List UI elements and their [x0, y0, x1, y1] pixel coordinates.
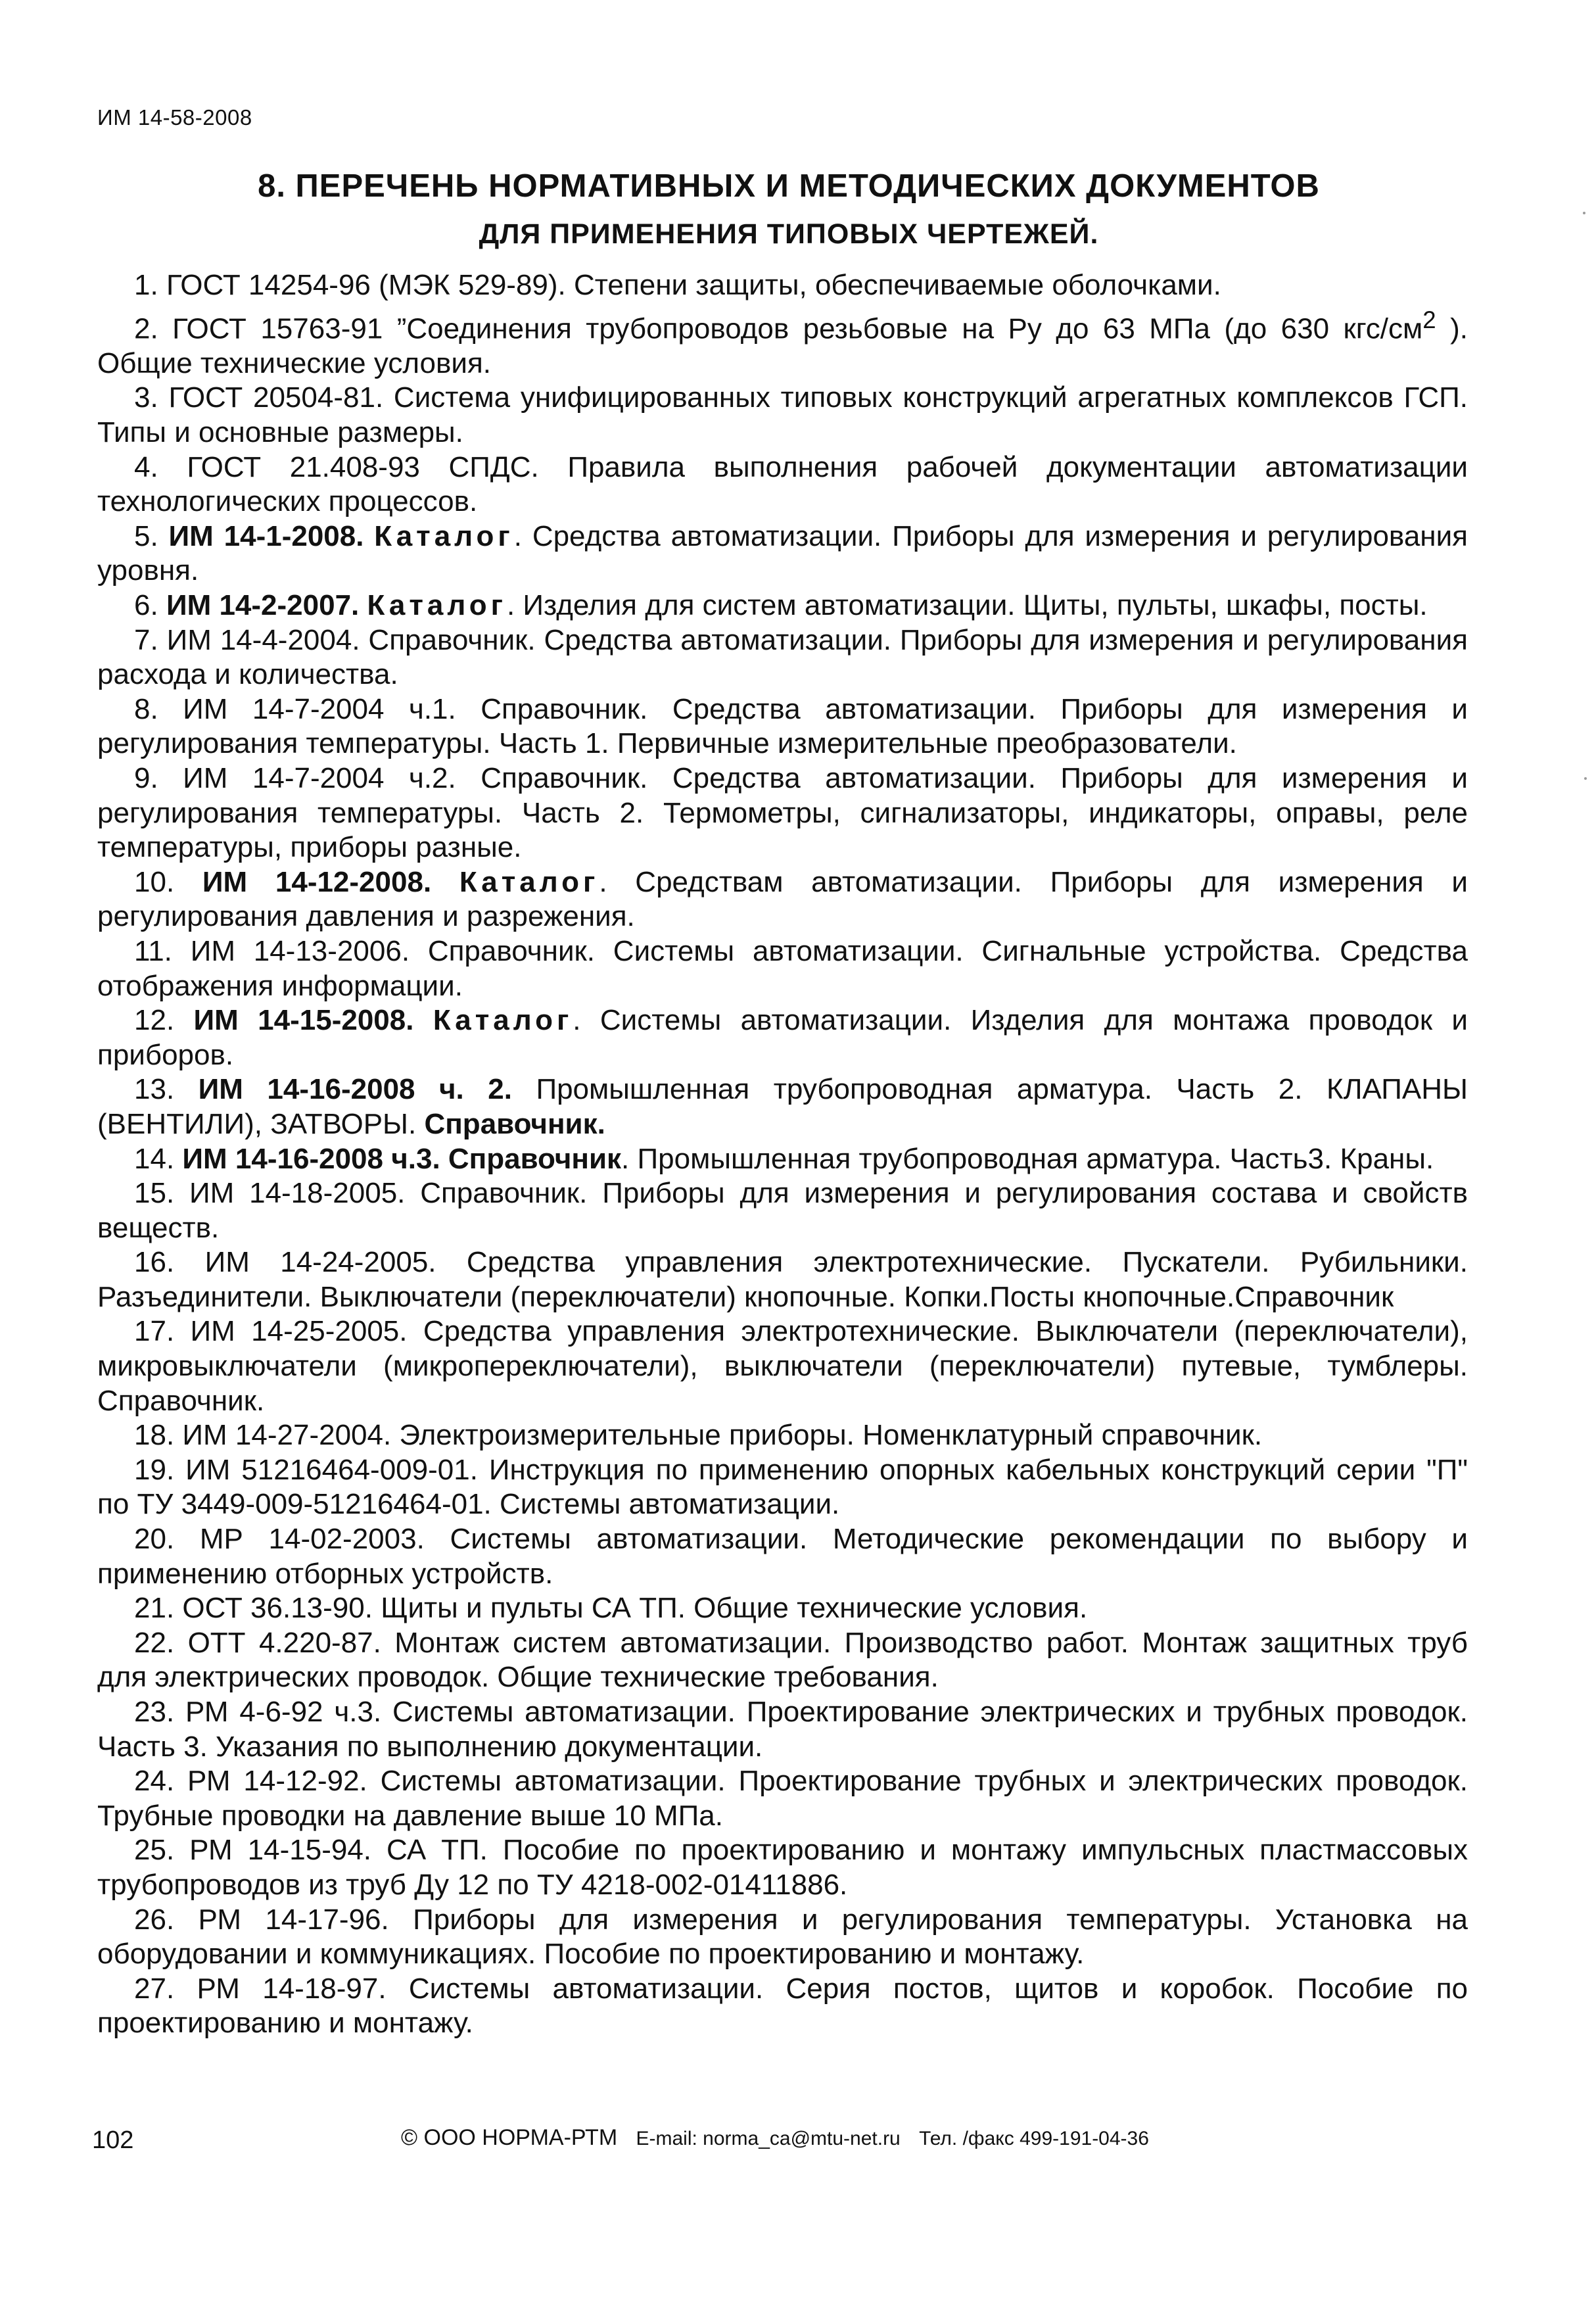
list-item: 26. РМ 14-17-96. Приборы для измерения и регулирования температуры. Установка на оборудовании и коммуникациях. Пособие по проектированию и монтажу. [97, 1903, 1468, 1971]
document-code: ИМ 14-58-2008 [97, 105, 252, 130]
list-item: 5. ИМ 14-1-2008. Каталог. Средства автоматизации. Приборы для измерения и регулирования уровня. [97, 519, 1468, 587]
list-item: 3. ГОСТ 20504-81. Система унифицированных типовых конструкций агрегатных комплексов ГСП. Типы и основные размеры. [97, 381, 1468, 449]
list-item: 25. РМ 14-15-94. СА ТП. Пособие по проектированию и монтажу импульсных пластмассовых трубопроводов из труб Ду 12 по ТУ 4218-002-01411886. [97, 1834, 1468, 1901]
list-item: 12. ИМ 14-15-2008. Каталог. Системы автоматизации. Изделия для монтажа проводок и приборов. [97, 1004, 1468, 1071]
list-item: 18. ИМ 14-27-2004. Электроизмерительные приборы. Номенклатурный справочник. [134, 1419, 1263, 1452]
list-item: 24. РМ 14-12-92. Системы автоматизации. Проектирование трубных и электрических проводок. Трубные проводки на давление выше 10 МПа. [97, 1765, 1468, 1832]
list-item: 8. ИМ 14-7-2004 ч.1. Справочник. Средства автоматизации. Приборы для измерения и регулирования температуры. Часть 1. Первичные измерительные преобразователи. [97, 692, 1468, 760]
list-item: 13. ИМ 14-16-2008 ч. 2. Промышленная трубопроводная арматура. Часть 2. КЛАПАНЫ (ВЕНТИЛИ), ЗАТВОРЫ. Справочник. [97, 1073, 1468, 1140]
scan-speck [1583, 212, 1585, 214]
list-item: 21. ОСТ 36.13-90. Щиты и пульты СА ТП. Общие технические условия. [134, 1592, 1088, 1625]
list-item: 11. ИМ 14-13-2006. Справочник. Системы автоматизации. Сигнальные устройства. Средства отображения информации. [97, 934, 1468, 1002]
list-item: 7. ИМ 14-4-2004. Справочник. Средства автоматизации. Приборы для измерения и регулирования расхода и количества. [97, 623, 1468, 691]
list-item: 16. ИМ 14-24-2005. Средства управления электротехнические. Пускатели. Рубильники. Разъединители. Выключатели (переключатели) кнопочные. Копки.Посты кнопочные.Справочник [97, 1246, 1468, 1313]
list-item: 9. ИМ 14-7-2004 ч.2. Справочник. Средства автоматизации. Приборы для измерения и регулирования температуры. Часть 2. Термометры, сигнализаторы, индикаторы, оправы, реле температуры, приборы разные. [97, 761, 1468, 864]
footer [401, 2125, 1149, 2151]
footer-copyright: © ООО НОРМА-РТМ [401, 2125, 618, 2150]
list-item: 1. ГОСТ 14254-96 (МЭК 529-89). Степени защиты, обеспечиваемые оболочками. [134, 269, 1221, 301]
list-item: 14. ИМ 14-16-2008 ч.3. Справочник. Промышленная трубопроводная арматура. Часть3. Краны. [134, 1142, 1434, 1175]
list-item: 27. РМ 14-18-97. Системы автоматизации. Серия постов, щитов и коробок. Пособие по проектированию и монтажу. [97, 1972, 1468, 2040]
footer-email: E-mail: norma_ca@mtu-net.ru [636, 2128, 901, 2149]
list-item: 19. ИМ 51216464-009-01. Инструкция по применению опорных кабельных конструкций серии "П" по ТУ 3449-009-51216464-01. Системы автоматизации. [97, 1453, 1468, 1521]
list-item: 10. ИМ 14-12-2008. Каталог. Средствам автоматизации. Приборы для измерения и регулирования давления и разрежения. [97, 865, 1468, 933]
list-item: 20. МР 14-02-2003. Системы автоматизации. Методические рекомендации по выбору и применению отборных устройств. [97, 1523, 1468, 1590]
list-item: 22. ОТТ 4.220-87. Монтаж систем автоматизации. Производство работ. Монтаж защитных труб для электрических проводок. Общие технические требования. [97, 1626, 1468, 1694]
scan-speck [1584, 777, 1587, 780]
list-item: 4. ГОСТ 21.408-93 СПДС. Правила выполнения рабочей документации автоматизации технологических процессов. [97, 450, 1468, 518]
list-item: 15. ИМ 14-18-2005. Справочник. Приборы для измерения и регулирования состава и свойств веществ. [97, 1177, 1468, 1244]
list-item: 17. ИМ 14-25-2005. Средства управления электротехнические. Выключатели (переключатели), микровыключатели (микропереключатели), выключатели (переключатели) путевые, тумблеры. Справочник. [97, 1315, 1468, 1417]
page-number: 102 [92, 2126, 134, 2154]
page-title: 8. ПЕРЕЧЕНЬ НОРМАТИВНЫХ И МЕТОДИЧЕСКИХ ДОКУМЕНТОВ [258, 168, 1320, 204]
list-item: 6. ИМ 14-2-2007. Каталог. Изделия для систем автоматизации. Щиты, пульты, шкафы, посты. [134, 589, 1428, 621]
page-subtitle: ДЛЯ ПРИМЕНЕНИЯ ТИПОВЫХ ЧЕРТЕЖЕЙ. [479, 218, 1099, 250]
list-item: 23. РМ 4-6-92 ч.3. Системы автоматизации. Проектирование электрических и трубных проводок. Часть 3. Указания по выполнению документации. [97, 1696, 1468, 1763]
reference-list [97, 268, 1468, 2041]
footer-phone: Тел. /факс 499-191-04-36 [919, 2128, 1149, 2149]
list-item: 2. ГОСТ 15763-91 ”Соединения трубопроводов резьбовые на Ру до 63 МПа (до 630 кгс/$см^2$ ). Общие технические условия. [97, 306, 1468, 379]
